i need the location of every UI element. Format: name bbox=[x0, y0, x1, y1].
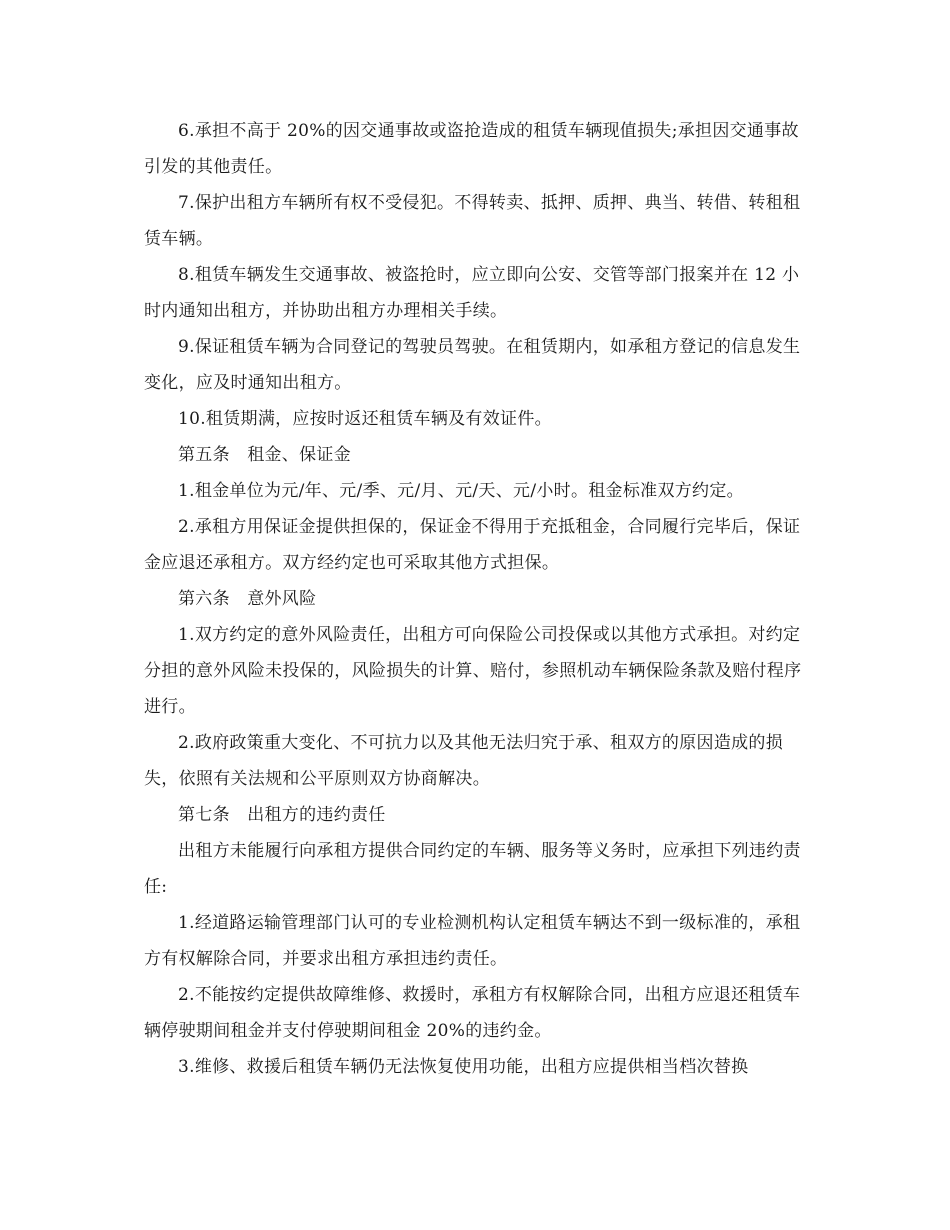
paragraph-clause-8: 8.租赁车辆发生交通事故、被盗抢时，应立即向公安、交管等部门报案并在 12 小时内通知出租方，并协助出租方办理相关手续。 bbox=[144, 265, 800, 321]
paragraph-replacement-vehicle: 3.维修、救援后租赁车辆仍无法恢复使用功能，出租方应提供相当档次替换 bbox=[178, 1057, 749, 1077]
paragraph-accident-risk: 1.双方约定的意外风险责任，出租方可向保险公司投保或以其他方式承担。对约定分担的意外风险未投保的，风险损失的计算、赔付，参照机动车辆保险条款及赔付程序进行。 bbox=[144, 625, 802, 717]
paragraph-lessor-liability-intro: 出租方未能履行向承租方提供合同约定的车辆、服务等义务时，应承担下列违约责任: bbox=[144, 841, 801, 897]
paragraph-clause-7: 7.保护出租方车辆所有权不受侵犯。不得转卖、抵押、质押、典当、转借、转租租赁车辆。 bbox=[144, 193, 801, 249]
paragraph-deposit: 2.承租方用保证金提供担保的，保证金不得用于充抵租金，合同履行完毕后，保证金应退还承租方。双方经约定也可采取其他方式担保。 bbox=[144, 517, 801, 573]
paragraph-repair-rescue: 2.不能按约定提供故障维修、救援时，承租方有权解除合同，出租方应退还租赁车辆停驶期间租金并支付停驶期间租金 20%的违约金。 bbox=[144, 985, 801, 1041]
paragraph-clause-9: 9.保证租赁车辆为合同登记的驾驶员驾驶。在租赁期内，如承租方登记的信息发生变化，应及时通知出租方。 bbox=[144, 337, 801, 393]
section-heading-article-5: 第五条 租金、保证金 bbox=[178, 445, 351, 465]
document-page bbox=[144, 113, 806, 1085]
section-heading-article-7: 第七条 出租方的违约责任 bbox=[178, 805, 386, 825]
paragraph-rent-unit: 1.租金单位为元/年、元/季、元/月、元/天、元/小时。租金标准双方约定。 bbox=[178, 481, 744, 501]
paragraph-force-majeure: 2.政府政策重大变化、不可抗力以及其他无法归究于承、租双方的原因造成的损失，依照有关法规和公平原则双方协商解决。 bbox=[144, 733, 784, 789]
paragraph-inspection-standard: 1.经道路运输管理部门认可的专业检测机构认定租赁车辆达不到一级标准的，承租方有权解除合同，并要求出租方承担违约责任。 bbox=[144, 913, 801, 969]
paragraph-clause-6: 6.承担不高于 20%的因交通事故或盗抢造成的租赁车辆现值损失;承担因交通事故引发的其他责任。 bbox=[144, 121, 799, 177]
paragraph-clause-10: 10.租赁期满，应按时返还租赁车辆及有效证件。 bbox=[178, 409, 552, 429]
section-heading-article-6: 第六条 意外风险 bbox=[178, 589, 317, 609]
